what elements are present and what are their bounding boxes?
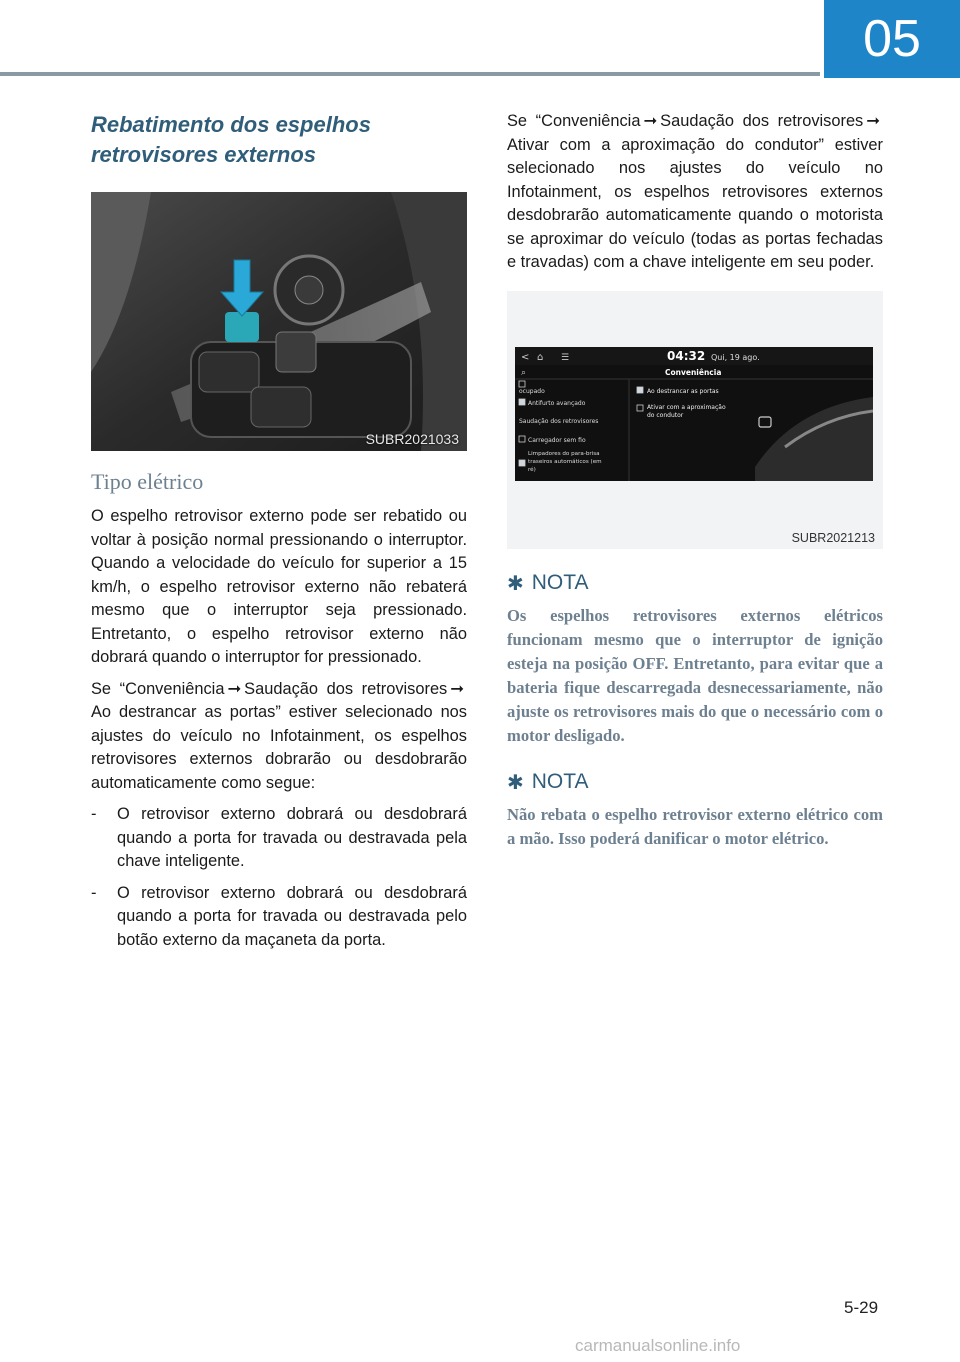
watermark: carmanualsonline.info bbox=[575, 1336, 741, 1355]
screen-menu-item: do condutor bbox=[647, 411, 684, 419]
para-right-part-b: Saudação dos retrovisores bbox=[660, 112, 864, 130]
para2-part-c: Ao destrancar as portas” estiver selecionado nos ajustes do veículo no Infotainment, os espelhos retrovisores externos dobrarão ou desdobrarão automaticamente como segue: bbox=[91, 703, 467, 792]
right-column bbox=[507, 110, 883, 851]
dash-list bbox=[91, 803, 467, 952]
para-right-part-a: Se “Conveniência bbox=[507, 112, 641, 130]
arrow-right-icon: ➞ bbox=[450, 679, 464, 698]
arrow-right-icon: ➞ bbox=[643, 112, 658, 130]
screen-time: 04:32 bbox=[667, 348, 706, 363]
para2-part-b: Saudação dos retrovisores bbox=[244, 679, 448, 698]
list-item: - O retrovisor externo dobrará ou desdobrará quando a porta for travada ou destravada pelo botão externo da maçaneta da porta. bbox=[91, 883, 467, 949]
screen-menu-item: Ativar com a aproximação bbox=[647, 403, 726, 411]
checkbox-checked-icon bbox=[519, 460, 525, 466]
screen-menu-item: ré) bbox=[528, 466, 536, 473]
subhead-electric: Tipo elétrico bbox=[91, 469, 204, 494]
mirror-switch-photo bbox=[91, 192, 467, 451]
screen-menu-item: Ao destrancar as portas bbox=[647, 387, 719, 395]
photo-code: SUBR2021033 bbox=[365, 431, 459, 447]
screen-menu-item: Antifurto avançado bbox=[528, 399, 586, 407]
section-title: Rebatimento dos espelhos retrovisores externos bbox=[91, 112, 371, 167]
arrow-right-icon: ➞ bbox=[227, 679, 242, 698]
note-text-2: Não rebata o espelho retrovisor externo elétrico com a mão. Isso poderá danificar o motor elétrico. bbox=[507, 804, 883, 848]
screen-menu-item: Limpadores do para-brisa bbox=[528, 450, 600, 457]
note-x-icon: ✱ bbox=[507, 572, 524, 595]
arrow-right-icon: ➞ bbox=[866, 112, 880, 130]
screen-date: Qui, 19 ago. bbox=[711, 352, 760, 362]
paragraph-right bbox=[507, 110, 883, 275]
back-icon: < bbox=[521, 351, 530, 363]
screen-illustration bbox=[515, 347, 873, 481]
screen-menu-item: Saudação dos retrovisores bbox=[519, 417, 599, 425]
menu-icon: ☰ bbox=[561, 352, 570, 363]
list-item: - O retrovisor externo dobrará ou desdobrará quando a porta for travada ou destravada pela chave inteligente. bbox=[91, 805, 467, 870]
screen-menu-item: ocupado bbox=[519, 387, 545, 395]
checkbox-checked-icon bbox=[519, 399, 525, 405]
checkbox-checked-icon bbox=[637, 387, 643, 393]
paragraph-2 bbox=[91, 678, 467, 796]
para-right-part-c: Ativar com a aproximação do condutor” estiver selecionado nos ajustes do veículo no Infotainment, os espelhos retrovisores externos desdobrarão automaticamente quando o motorista se aproximar do veículo (todas as portas fechadas e travadas) com a chave inteligente em seu poder. bbox=[507, 135, 883, 271]
paragraph-1: O espelho retrovisor externo pode ser rebatido ou voltar à posição normal pressionando o interruptor. Quando a velocidade do veículo for superior a 15 km/h, o espelho retrovisor externo não rebaterá mesmo que o interruptor seja pressionado. Entretanto, o espelho retrovisor externo não dobrará quando o interruptor for pressionado. bbox=[91, 507, 467, 666]
chapter-tab: 05 bbox=[824, 0, 960, 78]
note-text-1: Os espelhos retrovisores externos elétricos funcionam mesmo que o interruptor de ignição esteja na posição OFF. Entretanto, para evitar que a bateria fique descarregada desnecessariamente, não ajuste os retrovisores mais do que o necessário com o motor desligado. bbox=[507, 605, 883, 745]
infotainment-screen bbox=[515, 347, 873, 481]
note-x-icon: ✱ bbox=[507, 771, 524, 794]
left-column bbox=[91, 110, 467, 960]
note-heading-1: ✱ NOTA bbox=[507, 571, 589, 595]
screen-menu-item: traseiros automáticos (em bbox=[528, 458, 602, 465]
search-icon: ⌕ bbox=[521, 367, 527, 378]
para2-part-a: Se “Conveniência bbox=[91, 679, 225, 698]
screen-heading: Conveniência bbox=[665, 367, 722, 377]
home-icon: ⌂ bbox=[537, 351, 544, 363]
screen-menu-item: Carregador sem fio bbox=[528, 436, 586, 444]
door-panel-illustration bbox=[91, 192, 467, 451]
infotainment-figure bbox=[507, 291, 883, 549]
note-heading-2: ✱ NOTA bbox=[507, 770, 589, 794]
screen-code: SUBR2021213 bbox=[791, 530, 875, 545]
header-rule bbox=[0, 72, 820, 76]
page-number: 5-29 bbox=[844, 1298, 879, 1317]
